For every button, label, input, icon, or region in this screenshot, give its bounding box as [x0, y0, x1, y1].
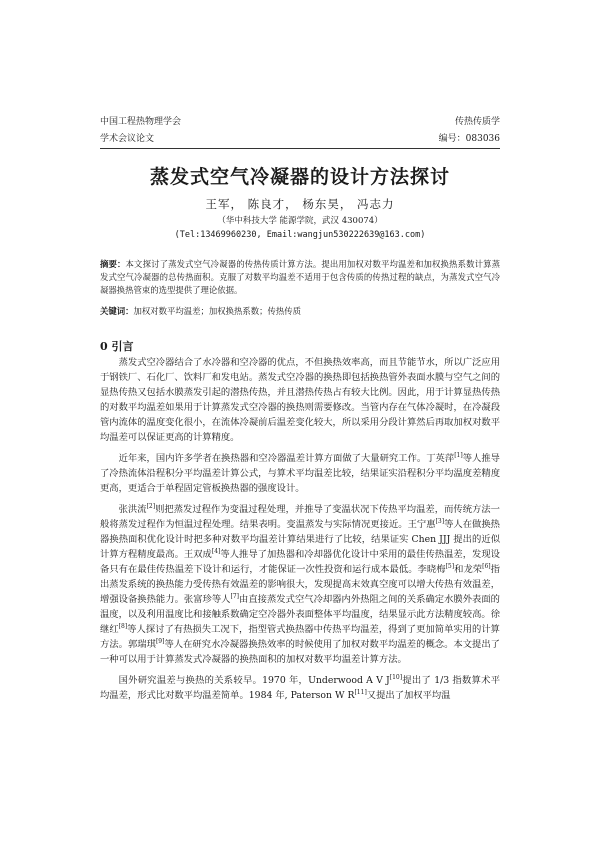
citation-ref[interactable]: [6] [482, 562, 491, 570]
header-paper-type: 学术会议论文 [100, 134, 155, 144]
paragraph-text: 指出蒸发系统的换热能力受传热有效温差的影响很大，发现提高末效真空度可以增大传热有效温差，增强设备换热能力。张富珍等人 [100, 564, 500, 605]
citation-ref[interactable]: [9] [155, 637, 165, 645]
header-rule [100, 148, 500, 149]
citation-ref[interactable]: [4] [211, 547, 221, 555]
paragraph-text: 等人推导了冷热流体沿程积分平均温差计算公式，与算术平均温差比较，结果证实沿程积分平均温度差精度更高，更适合于单程固定管板换热器的强度设计。 [100, 453, 500, 494]
paragraph-text: 蒸发式空冷器结合了水冷器和空冷器的优点，不但换热效率高，而且节能节水，所以广泛应用于钢铁厂、石化厂、饮料厂和发电站。蒸发式空冷器的换热即包括换热管外表面水膜与空气之间的显热传热又包括水膜蒸发引起的潜热传热，并且潜热传热占有较大比例。因此，用于计算显热传热的对数平均温差如果用于计算蒸发式空冷器的换热则需要修改。当管内存在气体冷凝时，在冷凝段管内流体的温度变化很小，在流体冷凝前后温差变化较大，所以采用分段计算然后再取加权对数平均温差可以保证更高的计算精度。 [100, 357, 500, 443]
paragraph-text: 等人探讨了有热损失工况下，指型管式换热器中传热平均温差，得到了更加简单实用的计算方法。郭瑞琪 [100, 624, 500, 650]
keywords-text: 加权对数平均温差；加权换热系数；传热传质 [133, 306, 301, 316]
paragraph-text: 近年来，国内许多学者在换热器和空冷器温差计算方面做了大量研究工作。丁英萍 [118, 453, 455, 464]
paragraph-text: 张洪流 [118, 504, 147, 515]
paragraph-text: 则把蒸发过程作为变温过程处理，并推导了变温状况下传热平均温差，而传统方法一般将蒸发过程作为恒温过程处理。结果表明。变温蒸发与实际情况更接近。王宁惠 [100, 504, 500, 530]
paragraph-text: 由直接蒸发式空气冷却器内外热阻之间的关系确定水膜外表面的温度，以及利用温度比和接触系数确定空冷器外表面整体平均温度，结果显示此方法精度较高。徐继红 [100, 594, 500, 635]
paper-title: 蒸发式空气冷凝器的设计方法探讨 [149, 166, 450, 188]
citation-ref[interactable]: [11] [354, 688, 367, 696]
citation-ref[interactable]: [7] [230, 592, 239, 600]
body-text [100, 355, 500, 709]
abstract-text: 本文探讨了蒸发式空气冷凝器的传热传质计算方法。提出用加权对数平均温差和加权换热系数计算蒸发式空气冷凝器的总传热面积。克服了对数平均温差不适用于包含传质的传热过程的缺点，为蒸发式空气冷凝器换热管束的选型提供了理论依据。 [100, 259, 501, 295]
citation-ref[interactable]: [5] [445, 562, 455, 570]
abstract [100, 258, 500, 297]
paragraph-text: 国外研究温差与换热的关系较早。1970 年，Underwood A V J [118, 675, 390, 686]
paper-authors: 王军， 陈良才， 杨东昊， 冯志力 [205, 197, 395, 211]
paragraph-text: 等人在做换热器换热面积优化设计时把多种对数平均温差计算结果进行了比较，结果证实 Chen JJJ 提出的近似计算方程精度最高。王双成 [100, 519, 500, 560]
paragraph-3 [100, 502, 500, 667]
header-discipline: 传热传质学 [454, 117, 500, 127]
citation-ref[interactable]: [2] [146, 502, 156, 510]
citation-ref[interactable]: [1] [454, 451, 463, 459]
citation-ref[interactable]: [3] [435, 517, 445, 525]
paragraph-2 [100, 451, 500, 496]
citation-ref[interactable]: [8] [118, 622, 128, 630]
keywords [100, 305, 500, 318]
paragraph-text: 和龙荣 [454, 564, 483, 575]
abstract-label: 摘要： [100, 259, 126, 269]
paper-contact: (Tel:13469960230, Email:wangjun530222639@163.com) [174, 230, 426, 240]
section-heading-introduction: 0 引言 [100, 340, 134, 353]
paragraph-1 [100, 355, 500, 445]
header-society: 中国工程热物理学会 [100, 117, 182, 127]
citation-ref[interactable]: [10] [389, 673, 403, 681]
paragraph-text: 提出了 1/3 指数算术平均温差，形式比对数平均温差简单。1984 年, Paterson W R [100, 675, 500, 701]
header-paper-number: 编号：083036 [438, 134, 500, 144]
paragraph-text: 又提出了加权平均温 [366, 690, 451, 701]
keywords-label: 关键词： [100, 306, 134, 316]
paragraph-4 [100, 673, 500, 703]
paper-affiliation: （华中科技大学 能源学院，武汉 430074） [217, 216, 383, 226]
paragraph-text: 等人在研究水冷凝器换热效率的时候使用了加权对数平均温差的概念。本文提出了一种可以用于计算蒸发式冷凝器的换热面积的加权对数平均温差计算方法。 [100, 639, 500, 665]
paragraph-text: 等人推导了加热器和冷却器优化设计中采用的最佳传热温差，发现设备只有在最佳传热温差下设计和运行，才能保证一次性投资和运行成本最低。李晓梅 [100, 549, 500, 575]
